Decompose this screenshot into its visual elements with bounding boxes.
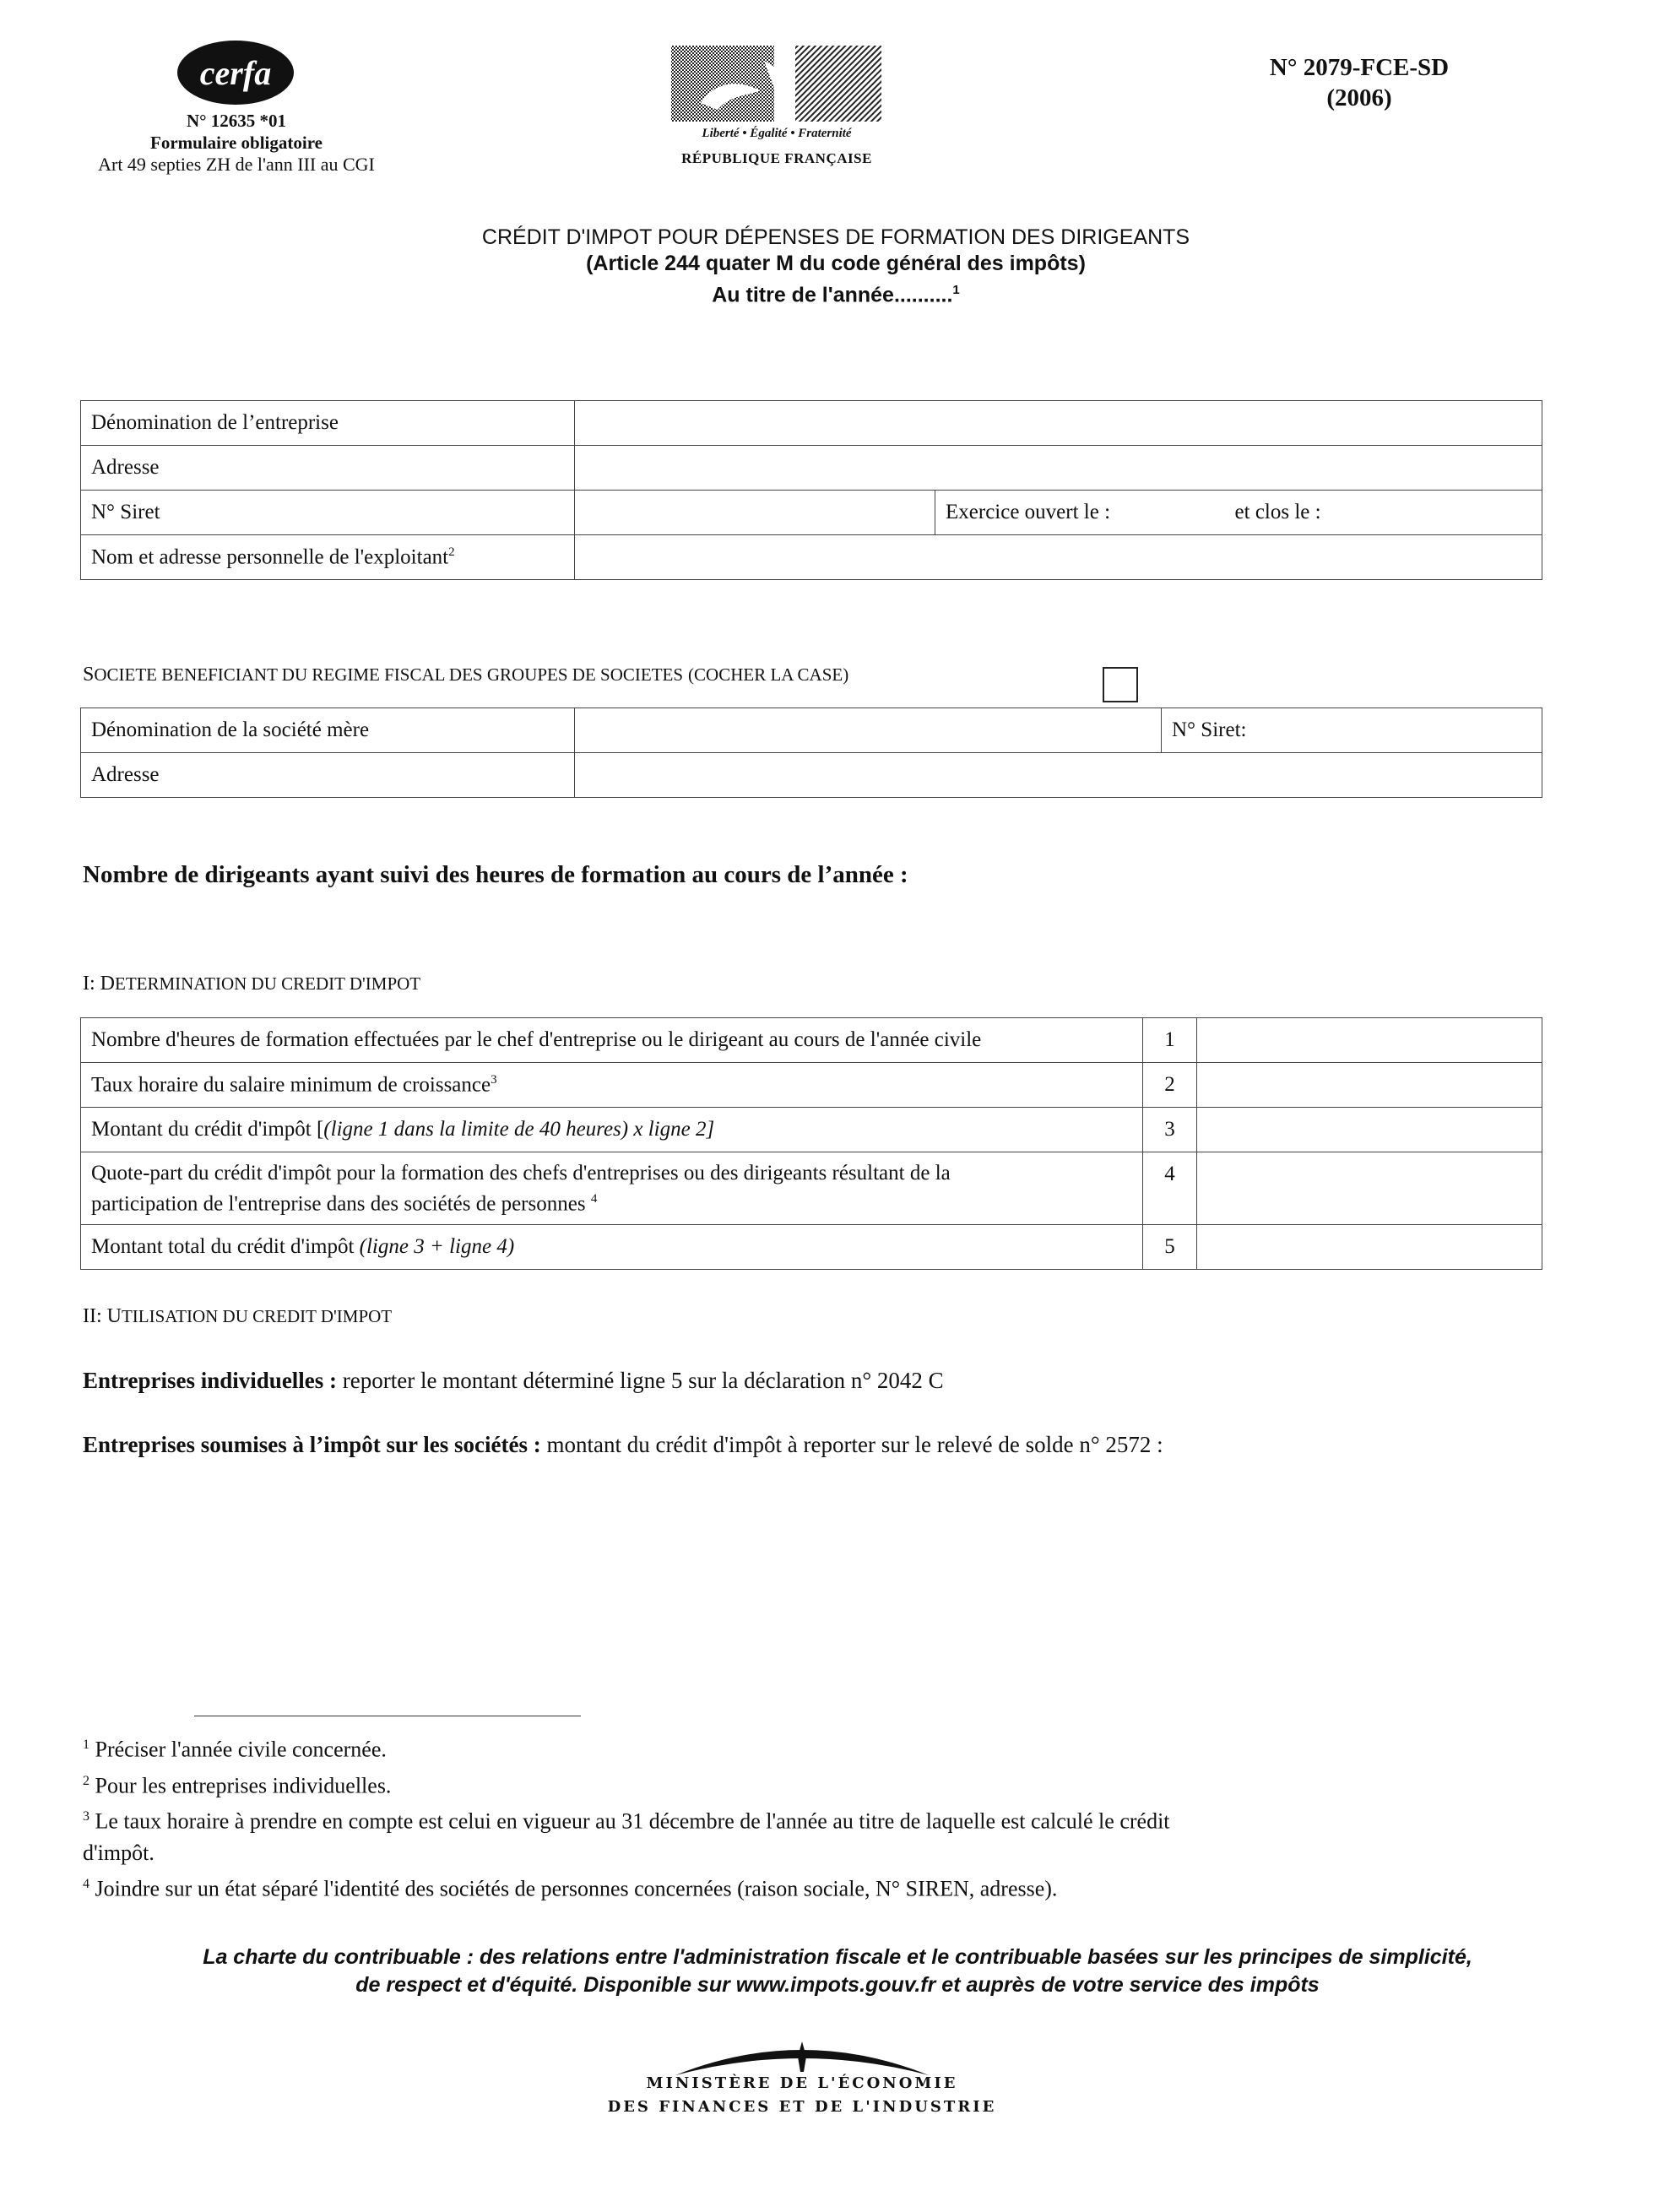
cerfa-logo: cerfa [177,41,294,105]
cerfa-number: N° 12635 *01 [186,111,287,131]
republic-motto: Liberté • Égalité • Fraternité [702,127,852,140]
individual-companies-instruction: Entreprises individuelles : reporter le montant déterminé ligne 5 sur la déclaration n° 2042 C [83,1368,944,1393]
ministry-line-1: MINISTÈRE DE L'ÉCONOMIE [646,2074,958,2092]
table-row [81,1018,1542,1063]
parent-siret-label: N° Siret: [1172,718,1247,741]
table-row [81,1225,1542,1270]
footnote-ref: 4 [590,1191,598,1206]
table-row [81,491,1542,535]
parent-address-label: Adresse [81,753,575,798]
line-2-label: Taux horaire du salaire minimum de croissance$^3$ [81,1063,1143,1108]
table-row [81,1152,1542,1225]
siret-label: N° Siret [81,491,575,535]
company-name-field[interactable] [575,401,1542,446]
footnote-3: $^3$ Le taux horaire à prendre en compte est celui en vigueur au 31 décembre de l'année au titre de laquelle est calculé le crédit [83,1808,1170,1834]
footnote-3-continued: d'impôt. [83,1840,154,1865]
footnote-ref: 1 [952,283,960,297]
group-section-heading: SOCIETE BENEFICIANT DU REGIME FISCAL DES GROUPES DE SOCIETES (COCHER LA CASE) [83,664,849,686]
exercise-period-field[interactable] [935,491,1542,535]
form-number-code: N° 2079-FCE-SD [1269,54,1450,81]
footnote-4: $^4$ Joindre sur un état séparé l'identité des sociétés de personnes concernées (raison sociale, N° SIREN, adresse). [83,1876,1058,1901]
table-row [81,535,1542,580]
title-line-2: (Article 244 quater M du code général des impôts) [586,252,1086,275]
mandatory-form-label: Formulaire obligatoire [150,133,323,153]
exercise-closed-label: et clos le : [1234,501,1321,523]
parent-company-table [80,708,1542,798]
parent-name-label: Dénomination de la société mère [81,708,575,753]
company-identification-table [80,400,1542,580]
taxpayer-charter [76,1944,1599,1999]
republic-name: RÉPUBLIQUE FRANÇAISE [681,150,872,166]
table-row [81,1108,1542,1152]
line-4-amount-field[interactable] [1197,1152,1542,1225]
parent-name-field[interactable] [575,708,1162,753]
section-1-heading: I: DETERMINATION DU CREDIT D'IMPOT [83,973,421,995]
table-row [81,446,1542,491]
line-3-number: 3 [1143,1108,1197,1152]
corporate-tax-instruction: Entreprises soumises à l’impôt sur les sociétés : montant du crédit d'impôt à reporter sur le relevé de solde n° 2572 : [83,1432,1163,1457]
ministry-line-2: DES FINANCES ET DE L'INDUSTRIE [607,2098,997,2116]
table-row [81,1063,1542,1108]
line-3-label: Montant du crédit d'impôt [(ligne 1 dans la limite de 40 heures) x ligne 2] [81,1108,1143,1152]
section-2-heading: II: UTILISATION DU CREDIT D'IMPOT [83,1305,393,1327]
footnote-2: $^2$ Pour les entreprises individuelles. [83,1773,392,1798]
line-1-amount-field[interactable] [1197,1018,1542,1063]
footnote-1: $^1$ Préciser l'année civile concernée. [83,1737,387,1762]
table-row [81,401,1542,446]
exercise-open-label: Exercice ouvert le : [946,501,1111,523]
charter-line-2: de respect et d'équité. Disponible sur www.impots.gouv.fr et auprès de votre service des impôts [355,1973,1320,1997]
form-number [1233,52,1486,113]
line-5-number: 5 [1143,1225,1197,1270]
line-5-label: Montant total du crédit d'impôt (ligne 3 + ligne 4) [81,1225,1143,1270]
form-title [253,225,1418,308]
footnotes [83,1729,1434,1905]
line-4-number: 4 [1143,1152,1197,1225]
title-line-3: Au titre de l'année..........$^1$ [712,283,960,307]
footnote-ref: 2 [448,545,455,559]
footnote-ref: 3 [491,1072,497,1087]
title-line-1: CRÉDIT D'IMPOT POUR DÉPENSES DE FORMATION DES DIRIGEANTS [481,225,1190,249]
line-3-amount-field[interactable] [1197,1108,1542,1152]
ministry-name [540,2072,1064,2119]
article-reference: Art 49 septies ZH de l'ann III au CGI [98,154,375,175]
parent-address-field[interactable] [575,753,1542,798]
line-2-number: 2 [1143,1063,1197,1108]
table-row [81,753,1542,798]
form-year: (2006) [1326,84,1392,111]
marianne-emblem-icon [667,44,886,137]
line-1-label: Nombre d'heures de formation effectuées par le chef d'entreprise ou le dirigeant au cours de l'année civile [81,1018,1143,1063]
siret-field[interactable] [575,491,935,535]
parent-siret-field[interactable] [1162,708,1542,753]
cerfa-info [84,110,388,176]
credit-determination-table [80,1017,1542,1270]
line-1-number: 1 [1143,1018,1197,1063]
owner-label: Nom et adresse personnelle de l'exploitant$^2$ [81,535,575,580]
charter-line-1: La charte du contribuable : des relations entre l'administration fiscale et le contribuable basées sur les principes de simplicité, [203,1945,1472,1969]
table-row [81,708,1542,753]
line-2-amount-field[interactable] [1197,1063,1542,1108]
owner-field[interactable] [575,535,1542,580]
managers-count-label: Nombre de dirigeants ayant suivi des heures de formation au cours de l’année : [83,861,908,888]
company-address-field[interactable] [575,446,1542,491]
group-regime-checkbox[interactable] [1103,667,1138,702]
line-4-label: Quote-part du crédit d'impôt pour la formation des chefs d'entreprises ou des dirigeants résultant de la participation de l'entreprise dans des sociétés de personnes $^4$ [81,1152,1143,1225]
company-address-label: Adresse [81,446,575,491]
line-5-amount-field[interactable] [1197,1225,1542,1270]
company-name-label: Dénomination de l’entreprise [81,401,575,446]
